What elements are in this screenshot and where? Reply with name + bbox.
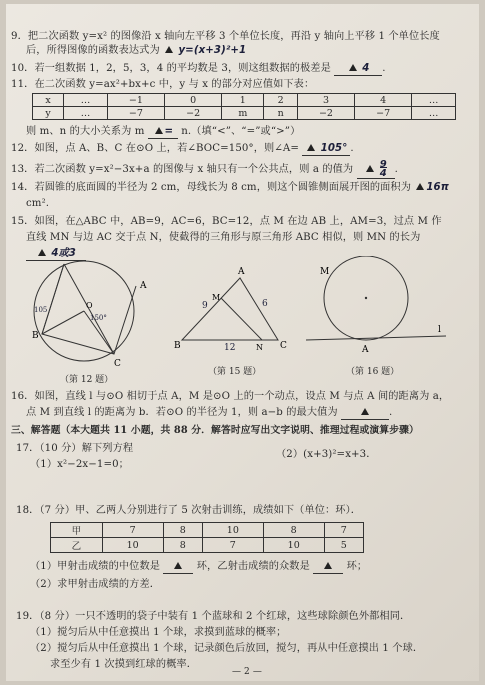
fig15-label-N: N — [256, 343, 263, 352]
table-cell: −1 — [107, 94, 164, 107]
table-cell: … — [64, 94, 108, 107]
q14-line1: 14．若圆锥的底面圆的半径为 2 cm，母线长为 8 cm，则这个圆锥侧面展开图的面积为 16π — [11, 182, 449, 193]
blank-triangle-icon — [38, 249, 46, 256]
fig16-label-A: A — [362, 345, 369, 355]
table-cell: 5 — [324, 538, 363, 553]
table-cell: −7 — [107, 107, 164, 120]
q18-part2: （2）求甲射击成绩的方差． — [30, 579, 161, 590]
section-3-heading: 三、解答题（本大题共 11 小题，共 88 分．解答时应写出文字说明、推理过程或演算步骤） — [11, 425, 419, 436]
table-cell: 3 — [297, 94, 354, 107]
table-cell: 10 — [202, 523, 263, 538]
q19-title: 19．（8 分）一只不透明的袋子中装有 1 个蓝球和 2 个红球，这些球除颜色外都相同． — [16, 611, 411, 622]
page-number: — 2 — — [232, 667, 262, 677]
blank-triangle-icon — [366, 165, 374, 172]
table-cell: 10 — [102, 538, 163, 553]
q18-row-yi — [51, 538, 364, 553]
q12-answer: 105° — [320, 143, 348, 154]
table-cell: 4 — [355, 94, 412, 107]
exam-page — [6, 4, 479, 681]
q17-part2: （2）(x+3)²=x+3． — [276, 449, 377, 460]
q13-answer: 9 4 — [379, 159, 387, 179]
q15-answer: 4或3 — [51, 248, 76, 259]
q10-line: 10．若一组数据 1，2，5，3，4 的平均数是 3，则这组数据的极差是 4 . — [11, 63, 386, 74]
q18-title: 18．（7 分）甲、乙两人分别进行了 5 次射击训练，成绩如下（单位：环）． — [16, 505, 362, 516]
q16-line1: 16．如图，直线 l 与⊙O 相切于点 A，M 是⊙O 上的一个动点，设点 M 与点 A 间的距离为 a， — [11, 391, 450, 402]
table-cell: 7 — [202, 538, 263, 553]
q10-blank — [334, 62, 382, 76]
fig15-caption: （第 15 题） — [208, 367, 262, 377]
q13-blank — [357, 160, 395, 179]
fig12-label-C: C — [114, 359, 121, 369]
fig12-label-O: O — [86, 301, 93, 310]
table-cell: x — [33, 94, 64, 107]
table-cell: 7 — [102, 523, 163, 538]
table-cell: 乙 — [51, 538, 103, 553]
q11-table — [32, 93, 456, 120]
blank-triangle-icon — [324, 562, 332, 569]
table-cell: m — [222, 107, 264, 120]
table-cell: 8 — [163, 538, 202, 553]
table-cell: … — [412, 94, 456, 107]
q18-blank1 — [163, 560, 193, 574]
q11-line: 11．在二次函数 y=ax²+bx+c 中，y 与 x 的部分对应值如下表： — [11, 79, 315, 90]
fig16-label-l: l — [438, 325, 441, 335]
q9-answer: y=(x+3)²+1 — [178, 45, 247, 56]
table-cell: y — [33, 107, 64, 120]
fig15-label-M: M — [212, 293, 221, 302]
q11-blank — [148, 125, 178, 139]
q15-line2: 直线 MN 与边 AC 交于点 N，使截得的三角形与原三角形 ABC 相似，则 MN 的长为 — [26, 232, 421, 243]
q11-compare: 则 m、n 的大小关系为 m = n.（填“<”、“=”或“>”） — [26, 126, 301, 137]
table-cell: 8 — [263, 523, 324, 538]
q15-line1: 15．如图，在△ABC 中，AB=9，AC=6，BC=12，点 M 在边 AB 上，AM=3，过点 M 作 — [11, 216, 442, 227]
fig12-label-B: B — [32, 331, 39, 341]
q12-blank — [302, 142, 350, 156]
q19-part2b: 求至少有 1 次摸到红球的概率． — [50, 659, 197, 670]
q18-row-jia — [51, 523, 364, 538]
q18-blank2 — [313, 560, 343, 574]
blank-triangle-icon — [165, 46, 173, 53]
q17-title: 17．（10 分）解下列方程 — [16, 443, 134, 454]
table-cell: −2 — [297, 107, 354, 120]
q9-line2: 后，所得图像的函数表达式为 y=(x+3)²+1 — [26, 45, 247, 56]
q18-part1: （1）甲射击成绩的中位数是 环，乙射击成绩的众数是 环； — [30, 561, 368, 572]
blank-triangle-icon — [361, 408, 369, 415]
q11-answer: = — [164, 126, 174, 137]
table-cell: 甲 — [51, 523, 103, 538]
table-cell: −7 — [355, 107, 412, 120]
blank-triangle-icon — [349, 64, 357, 71]
fig12-note: 105 — [34, 306, 48, 314]
q16-line2: 点 M 到直线 l 的距离为 b．若⊙O 的半径为 1，则 a−b 的最大值为 . — [26, 407, 393, 418]
fig15-label-C: C — [280, 341, 287, 351]
table-cell: … — [64, 107, 108, 120]
fig12-caption: （第 12 题） — [60, 375, 114, 385]
fig12-angle: 150° — [90, 314, 107, 322]
table-cell: 7 — [324, 523, 363, 538]
table-cell: 10 — [263, 538, 324, 553]
figures-row — [6, 256, 479, 372]
q14-answer: 16π — [426, 182, 449, 193]
table-cell: 2 — [264, 94, 297, 107]
fig15-label-A: A — [238, 267, 245, 277]
fig15-label-B: B — [174, 341, 181, 351]
figure-12 — [32, 261, 147, 369]
fig15-twelve: 12 — [224, 343, 236, 353]
table-cell: n — [264, 107, 297, 120]
q19-part1: （1）搅匀后从中任意摸出 1 个球，求摸到蓝球的概率； — [30, 627, 287, 638]
q13-line: 13．若二次函数 y=x²−3x+a 的图像与 x 轴只有一个公共点，则 a 的值为 9 4 . — [11, 159, 398, 179]
figure-16 — [306, 256, 446, 355]
q16-blank — [341, 406, 389, 420]
figure-15 — [174, 267, 287, 353]
blank-triangle-icon — [307, 144, 315, 151]
fig15-six: 6 — [262, 299, 268, 309]
q17-part1: （1）x²−2x−1=0； — [30, 459, 129, 470]
blank-triangle-icon — [174, 562, 182, 569]
q11-row-y — [33, 107, 456, 120]
q12-line: 12．如图，点 A、B、C 在⊙O 上，若∠BOC=150°，则∠A= 105° . — [11, 143, 354, 154]
table-cell: 8 — [163, 523, 202, 538]
table-cell: 0 — [165, 94, 222, 107]
fig16-caption: （第 16 题） — [346, 367, 400, 377]
blank-triangle-icon — [155, 127, 163, 134]
q14-line2: cm². — [26, 198, 50, 209]
q18-table — [50, 522, 364, 553]
table-cell: … — [412, 107, 456, 120]
table-cell: −2 — [165, 107, 222, 120]
q11-row-x — [33, 94, 456, 107]
q19-part2a: （2）搅匀后从中任意摸出 1 个球，记录颜色后放回，搅匀，再从中任意摸出 1 个球． — [30, 643, 424, 654]
fig16-label-M: M — [320, 267, 330, 277]
fig12-label-A: A — [140, 281, 147, 291]
fig15-nine: 9 — [202, 301, 208, 311]
table-cell: 1 — [222, 94, 264, 107]
q9-line1: 9．把二次函数 y=x² 的图像沿 x 轴向左平移 3 个单位长度，再沿 y 轴向上平移 1 个单位长度 — [11, 31, 440, 42]
blank-triangle-icon — [416, 183, 424, 190]
q10-answer: 4 — [362, 63, 370, 74]
